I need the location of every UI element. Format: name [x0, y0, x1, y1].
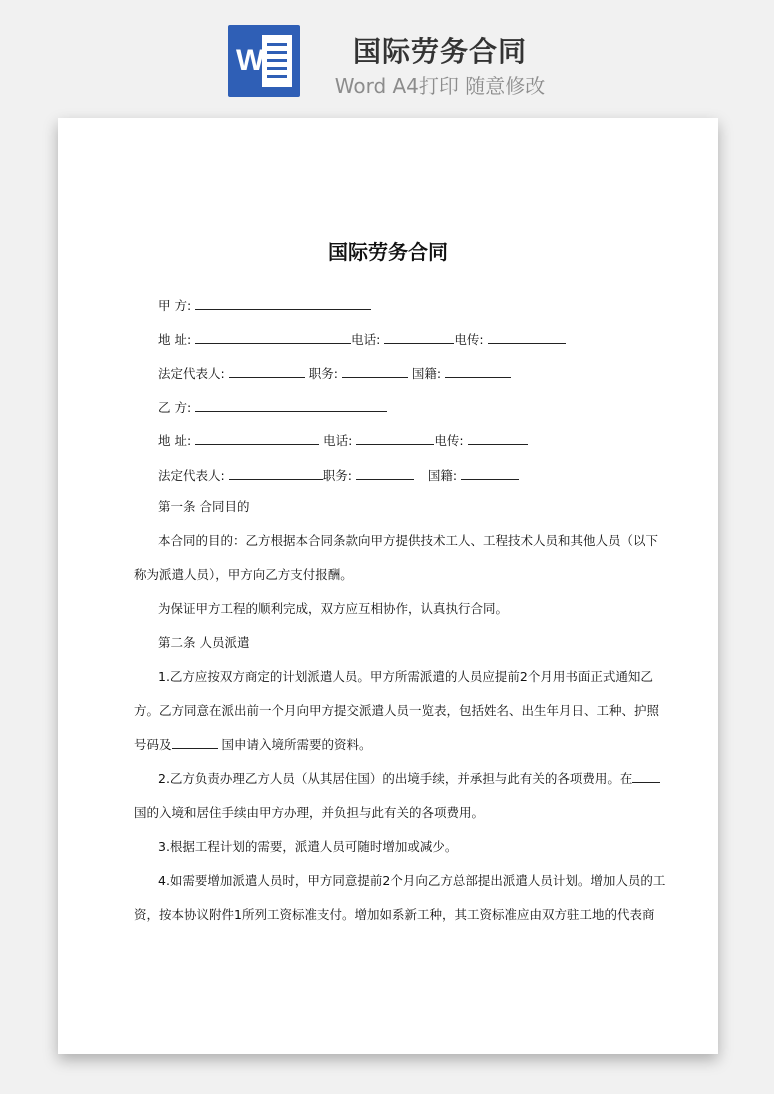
article-2-item-1-line-3-start: 号码及	[134, 737, 172, 752]
party-b-rep-field[interactable]	[229, 467, 323, 480]
article-2-item-4-line-1: 4.如需要增加派遣人员时，甲方同意提前2个月向乙方总部提出派遣人员计划。增加人员的工	[158, 873, 666, 888]
party-a-name-line	[158, 296, 371, 314]
article-2-item-1-line-2: 方。乙方同意在派出前一个月向甲方提交派遣人员一览表，包括姓名、出生年月日、工种、护照	[134, 703, 660, 718]
article-2-item-1-line-3	[134, 728, 372, 762]
article-2-item-1-line-1: 1.乙方应按双方商定的计划派遣人员。甲方所需派遣的人员应提前2个月用书面正式通知乙	[158, 669, 653, 684]
party-b-fax-label: 电传:	[434, 433, 464, 448]
party-b-name-line	[158, 398, 387, 416]
article-2-item-2-line-1	[158, 762, 660, 796]
article-2-country-blank-2[interactable]	[632, 770, 660, 783]
party-a-phone-label: 电话:	[351, 332, 381, 347]
party-a-rep-line	[158, 364, 511, 382]
banner-title: 国际劳务合同	[352, 35, 527, 68]
party-a-rep-label: 法定代表人:	[158, 366, 225, 381]
header-banner	[0, 0, 774, 112]
party-a-rep-field[interactable]	[229, 365, 305, 378]
party-b-name-label: 乙 方:	[158, 400, 192, 415]
party-a-name-label: 甲 方:	[158, 298, 192, 313]
article-2-item-2-line-2: 国的入境和居住手续由甲方办理，并负担与此有关的各项费用。	[134, 805, 485, 820]
party-a-position-field[interactable]	[342, 365, 408, 378]
party-b-phone-label: 电话:	[323, 433, 353, 448]
article-1-para-2: 为保证甲方工程的顺利完成，双方应互相协作，认真执行合同。	[158, 601, 509, 616]
article-2-item-3: 3.根据工程计划的需要，派遣人员可随时增加或减少。	[158, 839, 458, 854]
article-2-country-blank-1[interactable]	[172, 736, 218, 749]
party-a-nationality-label: 国籍:	[411, 366, 442, 381]
document-title: 国际劳务合同	[328, 240, 448, 264]
party-a-address-label: 地 址:	[158, 332, 192, 347]
party-b-fax-field[interactable]	[468, 432, 528, 445]
party-b-rep-line	[158, 466, 519, 484]
party-a-fax-field[interactable]	[488, 331, 566, 344]
article-1-para-1-line-2: 称为派遣人员），甲方向乙方支付报酬。	[134, 567, 353, 582]
article-1-para-1-line-1: 本合同的目的：乙方根据本合同条款向甲方提供技术工人、工程技术人员和其他人员（以下	[158, 533, 659, 548]
word-icon-letter: W	[236, 44, 265, 77]
document-page	[58, 118, 718, 1054]
party-a-address-field[interactable]	[195, 331, 351, 344]
article-2-item-4-line-2: 资，按本协议附件1所列工资标准支付。增加如系新工种，其工资标准应由双方驻工地的代表商	[134, 907, 655, 922]
party-b-name-field[interactable]	[195, 399, 387, 412]
party-b-address-label: 地 址:	[158, 433, 192, 448]
article-2-item-1-line-3-end: 国申请入境所需要的资料。	[221, 737, 372, 752]
party-a-phone-field[interactable]	[384, 331, 454, 344]
article-2-heading: 第二条 人员派遣	[158, 635, 250, 650]
party-b-rep-label: 法定代表人:	[158, 468, 225, 483]
banner-subtitle: Word A4打印 随意修改	[334, 74, 546, 98]
party-b-address-field[interactable]	[195, 432, 319, 445]
party-b-nationality-label: 国籍:	[427, 468, 458, 483]
party-b-position-field[interactable]	[356, 467, 414, 480]
party-a-name-field[interactable]	[195, 297, 371, 310]
party-b-nationality-field[interactable]	[461, 467, 519, 480]
party-b-phone-field[interactable]	[356, 432, 434, 445]
article-1-heading: 第一条 合同目的	[158, 499, 250, 514]
watermark: ​	[91, 449, 105, 472]
party-a-position-label: 职务:	[308, 366, 338, 381]
party-b-address-line	[158, 431, 528, 449]
word-icon	[228, 25, 300, 97]
article-2-item-2-line-1-text: 2.乙方负责办理乙方人员（从其居住国）的出境手续，并承担与此有关的各项费用。在	[158, 771, 633, 786]
party-b-position-label: 职务:	[322, 468, 352, 483]
party-a-fax-label: 电传:	[454, 332, 484, 347]
party-a-nationality-field[interactable]	[445, 365, 511, 378]
party-a-address-line	[158, 330, 566, 348]
